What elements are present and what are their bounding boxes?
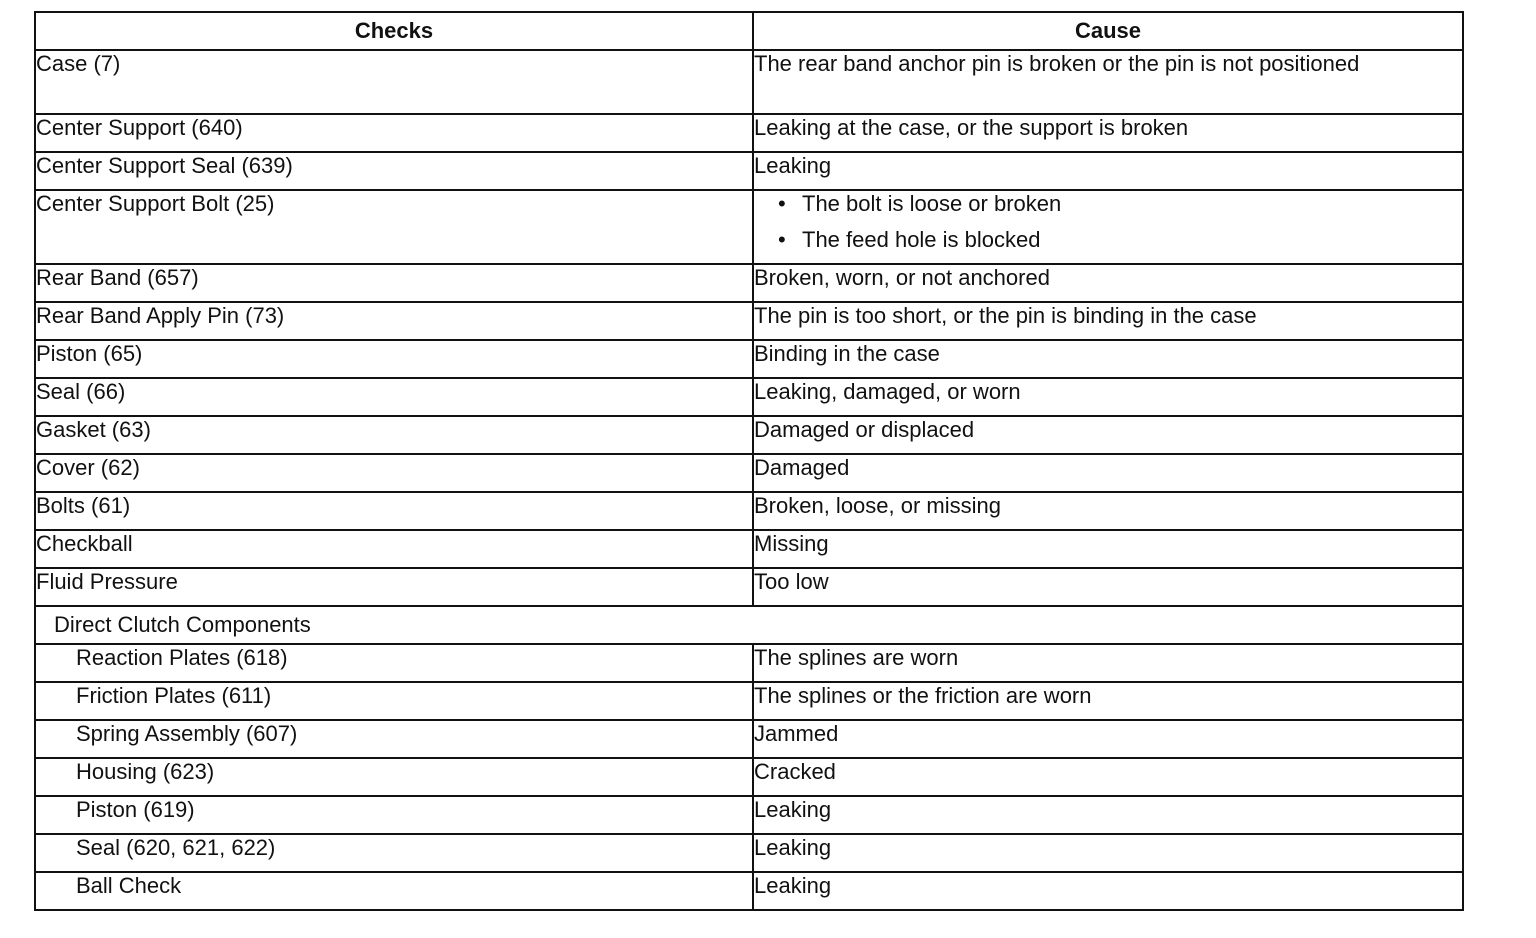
cause-cell: Binding in the case <box>753 340 1463 378</box>
table-row <box>35 114 1463 152</box>
cause-cell: The splines or the friction are worn <box>753 682 1463 720</box>
table-row <box>35 416 1463 454</box>
check-cell: Reaction Plates (618) <box>35 644 753 682</box>
check-cell: Friction Plates (611) <box>35 682 753 720</box>
cause-cell: Broken, worn, or not anchored <box>753 264 1463 302</box>
table-header-row <box>35 12 1463 50</box>
cause-cell: Jammed <box>753 720 1463 758</box>
cause-cell: Damaged or displaced <box>753 416 1463 454</box>
table-row <box>35 264 1463 302</box>
check-cell: Gasket (63) <box>35 416 753 454</box>
cause-cell: Leaking <box>753 152 1463 190</box>
table-row <box>35 340 1463 378</box>
cause-cell <box>753 190 1463 264</box>
table-row <box>35 568 1463 606</box>
cause-cell: Leaking <box>753 796 1463 834</box>
table-row <box>35 758 1463 796</box>
table-row <box>35 492 1463 530</box>
cause-cell: Leaking, damaged, or worn <box>753 378 1463 416</box>
cause-bullet-list <box>754 191 1462 263</box>
check-cell: Rear Band Apply Pin (73) <box>35 302 753 340</box>
check-cell: Cover (62) <box>35 454 753 492</box>
cause-cell: Missing <box>753 530 1463 568</box>
table-row <box>35 302 1463 340</box>
check-cell: Checkball <box>35 530 753 568</box>
check-cell: Spring Assembly (607) <box>35 720 753 758</box>
cause-cell: Leaking at the case, or the support is broken <box>753 114 1463 152</box>
cause-cell: Damaged <box>753 454 1463 492</box>
table-row <box>35 796 1463 834</box>
table-row <box>35 50 1463 114</box>
table-row <box>35 454 1463 492</box>
bullet-item: • The bolt is loose or broken <box>776 191 1462 227</box>
check-cell: Rear Band (657) <box>35 264 753 302</box>
table-row <box>35 720 1463 758</box>
check-cell: Center Support Bolt (25) <box>35 190 753 264</box>
check-cell: Seal (66) <box>35 378 753 416</box>
table-row <box>35 530 1463 568</box>
check-cell: Center Support (640) <box>35 114 753 152</box>
check-cell: Housing (623) <box>35 758 753 796</box>
cause-cell: Cracked <box>753 758 1463 796</box>
cause-cell: Too low <box>753 568 1463 606</box>
check-cell: Center Support Seal (639) <box>35 152 753 190</box>
cause-cell: Leaking <box>753 872 1463 910</box>
table-row <box>35 190 1463 264</box>
checks-cause-table <box>34 11 1464 911</box>
check-cell: Case (7) <box>35 50 753 114</box>
check-cell: Ball Check <box>35 872 753 910</box>
table-row <box>35 378 1463 416</box>
section-title: Direct Clutch Components <box>35 606 1463 644</box>
checks-column-header: Checks <box>35 12 753 50</box>
check-cell: Fluid Pressure <box>35 568 753 606</box>
check-cell: Piston (619) <box>35 796 753 834</box>
table-row <box>35 872 1463 910</box>
table-row <box>35 682 1463 720</box>
table-row <box>35 834 1463 872</box>
check-cell: Piston (65) <box>35 340 753 378</box>
check-cell: Bolts (61) <box>35 492 753 530</box>
cause-cell: Broken, loose, or missing <box>753 492 1463 530</box>
cause-cell: Leaking <box>753 834 1463 872</box>
cause-cell: The splines are worn <box>753 644 1463 682</box>
check-cell: Seal (620, 621, 622) <box>35 834 753 872</box>
section-header-row <box>35 606 1463 644</box>
table-row <box>35 644 1463 682</box>
table-row <box>35 152 1463 190</box>
cause-cell: The pin is too short, or the pin is binding in the case <box>753 302 1463 340</box>
cause-cell: The rear band anchor pin is broken or the pin is not positioned <box>753 50 1463 114</box>
bullet-item: • The feed hole is blocked <box>776 227 1462 263</box>
cause-column-header: Cause <box>753 12 1463 50</box>
